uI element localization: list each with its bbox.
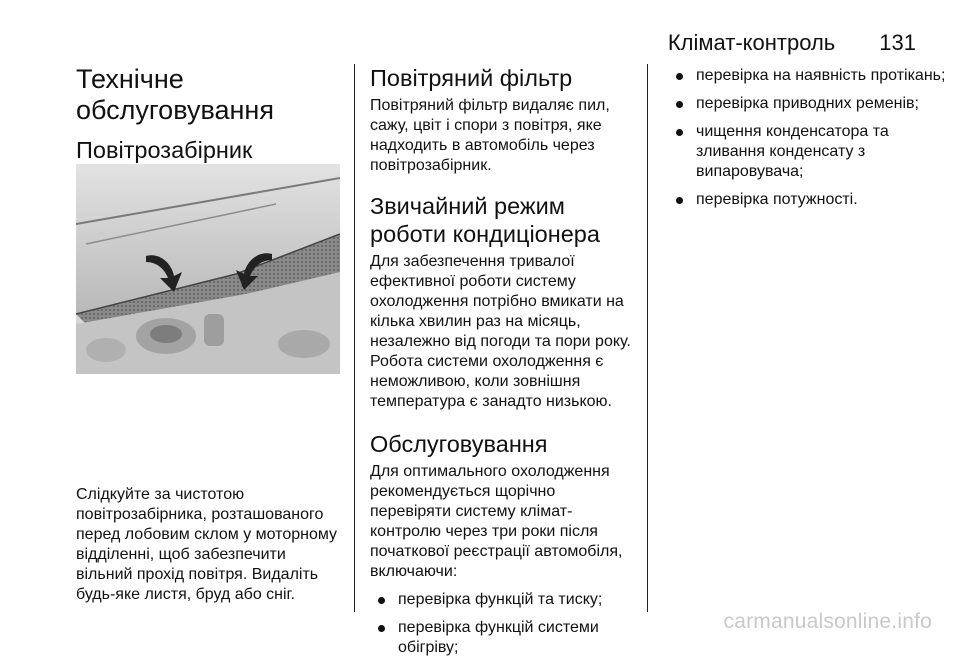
subsection-heading: Повітрозабірник xyxy=(76,137,253,163)
service-paragraph: Для оптимального охолодження рекомендується щорічно перевіряти систему клімат-контролю через три роки після початкової реєстрації автомобіля, включаючи: xyxy=(370,463,623,580)
column-divider xyxy=(647,64,648,612)
list-item: перевірка приводних ременів; xyxy=(668,94,948,114)
watermark: carmanualsonline.info xyxy=(723,610,932,633)
page-number: 131 xyxy=(879,30,916,55)
service-checklist xyxy=(370,590,640,658)
service-checklist-continued xyxy=(668,66,948,210)
list-item: перевірка на наявність протікань; xyxy=(668,66,948,86)
ac-mode-paragraph: Для забезпечення тривалої ефективної роботи систему охолодження потрібно вмикати на кілька хвилин раз на місяць, незалежно від погоди та пори року. Робота системи охолодження є неможливою, коли зовнішня температура є занадто низькою. xyxy=(370,253,631,410)
column-right xyxy=(668,64,948,218)
column-middle xyxy=(370,64,640,666)
list-item: перевірка потужності. xyxy=(668,190,948,210)
air-filter-paragraph: Повітряний фільтр видаляє пил, сажу, цвіт і спори з повітря, яке надходить в автомобіль через повітрозабірник. xyxy=(370,97,610,174)
air-filter-heading: Повітряний фільтр xyxy=(370,65,573,91)
ac-mode-heading: Звичайний режим роботи кондиціонера xyxy=(370,193,600,247)
engine-bay-photo xyxy=(76,164,340,374)
service-heading: Обслуговування xyxy=(370,431,548,457)
list-item: перевірка функцій та тиску; xyxy=(370,590,640,610)
column-divider xyxy=(354,64,355,612)
page-header xyxy=(668,30,916,56)
section-title: Клімат-контроль xyxy=(667,30,836,55)
section-heading: Технічне обслуговування xyxy=(76,64,274,125)
list-item: перевірка функцій системи обігріву; xyxy=(370,618,640,658)
air-intake-paragraph: Слідкуйте за чистотою повітрозабірника, розташованого перед лобовим склом у моторному відділенні, щоб забезпечити вільний прохід повітря. Видаліть будь-яке листя, бруд або сніг. xyxy=(76,486,338,603)
list-item: чищення конденсатора та зливання конденсату з випаровувача; xyxy=(668,122,948,182)
